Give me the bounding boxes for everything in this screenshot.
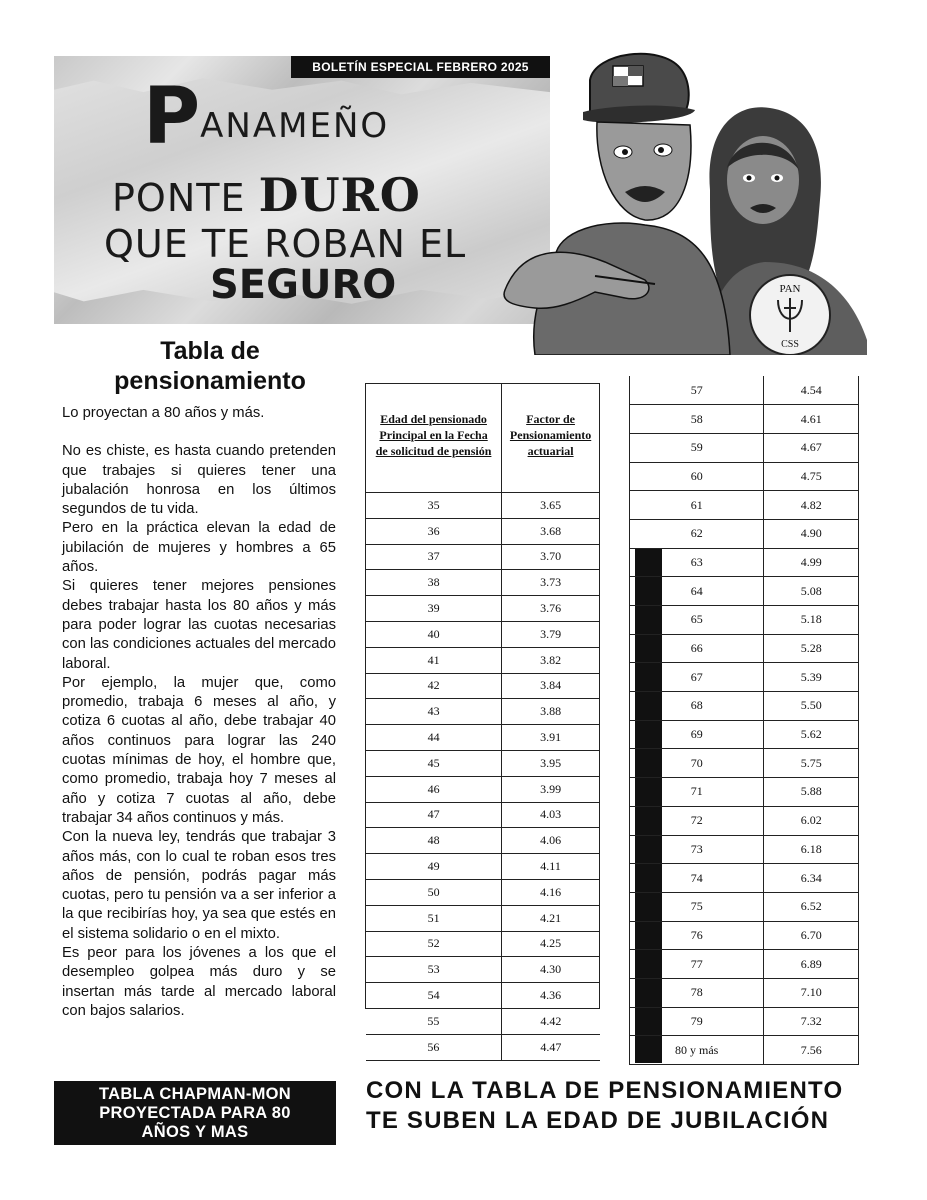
age-cell: 68 [630,692,764,721]
factor-cell: 5.08 [764,577,859,606]
age-cell: 51 [366,905,502,931]
article-paragraph: Si quieres tener mejores pensiones debes trabajar hasta los 80 años y más para poder lograr las cuotas necesarias con las condiciones actuales del mercado laboral. [62,578,336,672]
age-cell: 75 [630,892,764,921]
table-row [366,879,600,905]
table-row [630,634,859,663]
table-row [630,1007,859,1036]
factor-cell: 6.70 [764,921,859,950]
table-row [630,433,859,462]
age-cell: 49 [366,854,502,880]
factor-cell: 4.03 [502,802,600,828]
table-row [366,570,600,596]
age-cell: 39 [366,596,502,622]
factor-cell: 4.21 [502,905,600,931]
table-row [366,725,600,751]
factor-cell: 5.28 [764,634,859,663]
header-age-line-3: de solicitud de pensión [375,444,492,458]
article-paragraph: No es chiste, es hasta cuando pretenden que trabajes si quieres tener una jubalación honrosa en los últimos segundos de tu vida. [62,443,336,518]
table-row [630,806,859,835]
age-cell: 37 [366,544,502,570]
table-row [630,749,859,778]
table-row [366,854,600,880]
table-row [366,931,600,957]
article-paragraph: Lo proyectan a 80 años y más. [62,405,265,421]
table-row [630,548,859,577]
headline-initial: P [143,72,201,162]
age-cell: 42 [366,673,502,699]
factor-cell: 3.95 [502,750,600,776]
factor-cell: 3.79 [502,621,600,647]
headline-line-4: SEGURO [210,262,397,308]
factor-cell: 3.88 [502,699,600,725]
table-row [630,1036,859,1065]
factor-cell: 5.39 [764,663,859,692]
badge-css-text: CSS [781,339,799,350]
cartoon-illustration [495,40,875,355]
article-title-line-2: pensionamiento [114,367,306,395]
age-cell: 45 [366,750,502,776]
factor-cell: 3.82 [502,647,600,673]
age-cell: 55 [366,1008,502,1034]
table-row [366,750,600,776]
table-row [630,720,859,749]
factor-cell: 5.18 [764,606,859,635]
factor-cell: 5.88 [764,778,859,807]
table-row [630,606,859,635]
age-cell: 72 [630,806,764,835]
table-row [366,493,600,519]
age-cell: 80 y más [630,1036,764,1065]
age-cell: 52 [366,931,502,957]
table-row [366,647,600,673]
header-age [366,384,502,493]
age-cell: 38 [366,570,502,596]
factor-cell: 3.91 [502,725,600,751]
chapman-mon-line-2: PROYECTADA PARA 80 [99,1104,291,1122]
table-row [630,692,859,721]
table-row [630,519,859,548]
header-factor-line-3: actuarial [527,444,574,458]
factor-cell: 4.42 [502,1008,600,1034]
table-row [630,978,859,1007]
age-cell: 64 [630,577,764,606]
factor-cell: 4.16 [502,879,600,905]
factor-cell: 6.02 [764,806,859,835]
man-figure [504,54,730,355]
table-row [366,1008,600,1034]
age-cell: 44 [366,725,502,751]
header-age-line-2: Principal en la Fecha [379,428,488,442]
table-row [630,491,859,520]
age-cell: 58 [630,405,764,434]
factor-cell: 7.56 [764,1036,859,1065]
factor-cell: 3.70 [502,544,600,570]
table-row [630,405,859,434]
age-cell: 65 [630,606,764,635]
table-row [630,376,859,405]
chapman-mon-line-3: AÑOS Y MAS [141,1123,249,1141]
headline-line-3: QUE TE ROBAN EL [104,222,467,266]
age-cell: 43 [366,699,502,725]
factor-cell: 4.99 [764,548,859,577]
article-title [70,336,350,396]
factor-cell: 4.75 [764,462,859,491]
factor-cell: 4.47 [502,1034,600,1060]
factor-cell: 4.11 [502,854,600,880]
age-cell: 57 [630,376,764,405]
headline-word-panameno: ANAMEÑO [200,106,390,146]
header-factor-line-2: Pensionamiento [509,428,592,442]
bottom-slogan [366,1076,866,1136]
table-row [366,828,600,854]
table-row [630,778,859,807]
factor-cell: 3.76 [502,596,600,622]
table-row [366,544,600,570]
pension-table-right [629,376,859,1065]
table-row [630,835,859,864]
age-cell: 48 [366,828,502,854]
age-cell: 69 [630,720,764,749]
age-cell: 47 [366,802,502,828]
factor-cell: 3.84 [502,673,600,699]
header-age-line-1: Edad del pensionado [380,412,487,426]
table-row [366,699,600,725]
factor-cell: 4.82 [764,491,859,520]
article-paragraph: Con la nueva ley, tendrás que trabajar 3 años más, con lo cual te roban esos tres años de pensión, podrás pagar más cuotas, pero tu pensión va a ser inferior a la que recibirías hoy, ya sea que estés en el sistema solidario o en el mixto. [62,829,336,942]
age-cell: 46 [366,776,502,802]
headline-word-ponte: PONTE [112,176,259,220]
slogan-line-1: CON LA TABLA DE PENSIONAMIENTO [366,1077,844,1104]
slogan-line-2: TE SUBEN LA EDAD DE JUBILACIÓN [366,1107,830,1134]
table-row [630,864,859,893]
article-title-line-1: Tabla de [160,337,260,365]
factor-cell: 4.25 [502,931,600,957]
table-row [630,921,859,950]
age-cell: 36 [366,518,502,544]
factor-cell: 3.68 [502,518,600,544]
age-cell: 62 [630,519,764,548]
factor-cell: 4.90 [764,519,859,548]
table-row [630,462,859,491]
table-row [366,1034,600,1060]
factor-cell: 3.99 [502,776,600,802]
article-paragraph: Es peor para los jóvenes a los que el desempleo golpea más duro y se insertan más tarde al mercado laboral con bajos salarios. [62,945,336,1019]
table-header-row [366,384,600,493]
age-cell: 77 [630,950,764,979]
age-cell: 67 [630,663,764,692]
header-factor-line-1: Factor de [526,412,575,426]
factor-cell: 3.73 [502,570,600,596]
factor-cell: 4.30 [502,957,600,983]
factor-cell: 7.10 [764,978,859,1007]
age-cell: 59 [630,433,764,462]
age-cell: 63 [630,548,764,577]
factor-cell: 5.50 [764,692,859,721]
factor-cell: 4.06 [502,828,600,854]
age-cell: 61 [630,491,764,520]
age-cell: 66 [630,634,764,663]
table-row [630,663,859,692]
factor-cell: 3.65 [502,493,600,519]
factor-cell: 5.62 [764,720,859,749]
badge-pan-text: PAN [779,283,801,295]
age-cell: 50 [366,879,502,905]
age-cell: 71 [630,778,764,807]
age-cell: 73 [630,835,764,864]
factor-cell: 4.36 [502,983,600,1009]
header-factor [502,384,600,493]
table-row [630,950,859,979]
table-row [366,776,600,802]
age-cell: 54 [366,983,502,1009]
pension-table-left [365,383,600,1061]
factor-cell: 4.54 [764,376,859,405]
table-row [366,673,600,699]
table-row [366,596,600,622]
age-cell: 70 [630,749,764,778]
table-row [366,983,600,1009]
table-row [366,802,600,828]
table-row [630,577,859,606]
age-cell: 78 [630,978,764,1007]
headline-line-1 [143,72,390,162]
factor-cell: 6.52 [764,892,859,921]
age-cell: 40 [366,621,502,647]
factor-cell: 7.32 [764,1007,859,1036]
table-row [366,905,600,931]
factor-cell: 6.18 [764,835,859,864]
factor-cell: 6.34 [764,864,859,893]
factor-cell: 6.89 [764,950,859,979]
age-cell: 41 [366,647,502,673]
woman-figure [705,107,867,355]
age-cell: 60 [630,462,764,491]
chapman-mon-label [54,1081,336,1145]
table-row [366,518,600,544]
article-paragraph: Pero en la práctica elevan la edad de jubilación de mujeres y hombres a 65 años. [62,520,336,576]
headline-line-2 [112,168,421,222]
headline-word-duro: DURO [258,168,421,222]
age-cell: 76 [630,921,764,950]
article-body [62,404,336,1021]
table-row [630,892,859,921]
factor-cell: 4.61 [764,405,859,434]
age-cell: 74 [630,864,764,893]
chapman-mon-line-1: TABLA CHAPMAN-MON [98,1085,292,1103]
factor-cell: 5.75 [764,749,859,778]
factor-cell: 4.67 [764,433,859,462]
bulletin-label: BOLETÍN ESPECIAL FEBRERO 2025 [291,56,550,78]
age-cell: 53 [366,957,502,983]
table-row [366,957,600,983]
age-cell: 56 [366,1034,502,1060]
table-row [366,621,600,647]
article-paragraph: Por ejemplo, la mujer que, como promedio, trabaja 6 meses al año, y cotiza 6 cuotas al año, debe trabajar 40 años continuos para lograr las 240 cuotas mínimas de hoy, el hombre que, como promedio, trabaja hoy 7 meses al año y cotiza 7 cuotas al año, debe trabajar 34 años continuos y más. [62,674,336,826]
age-cell: 35 [366,493,502,519]
age-cell: 79 [630,1007,764,1036]
